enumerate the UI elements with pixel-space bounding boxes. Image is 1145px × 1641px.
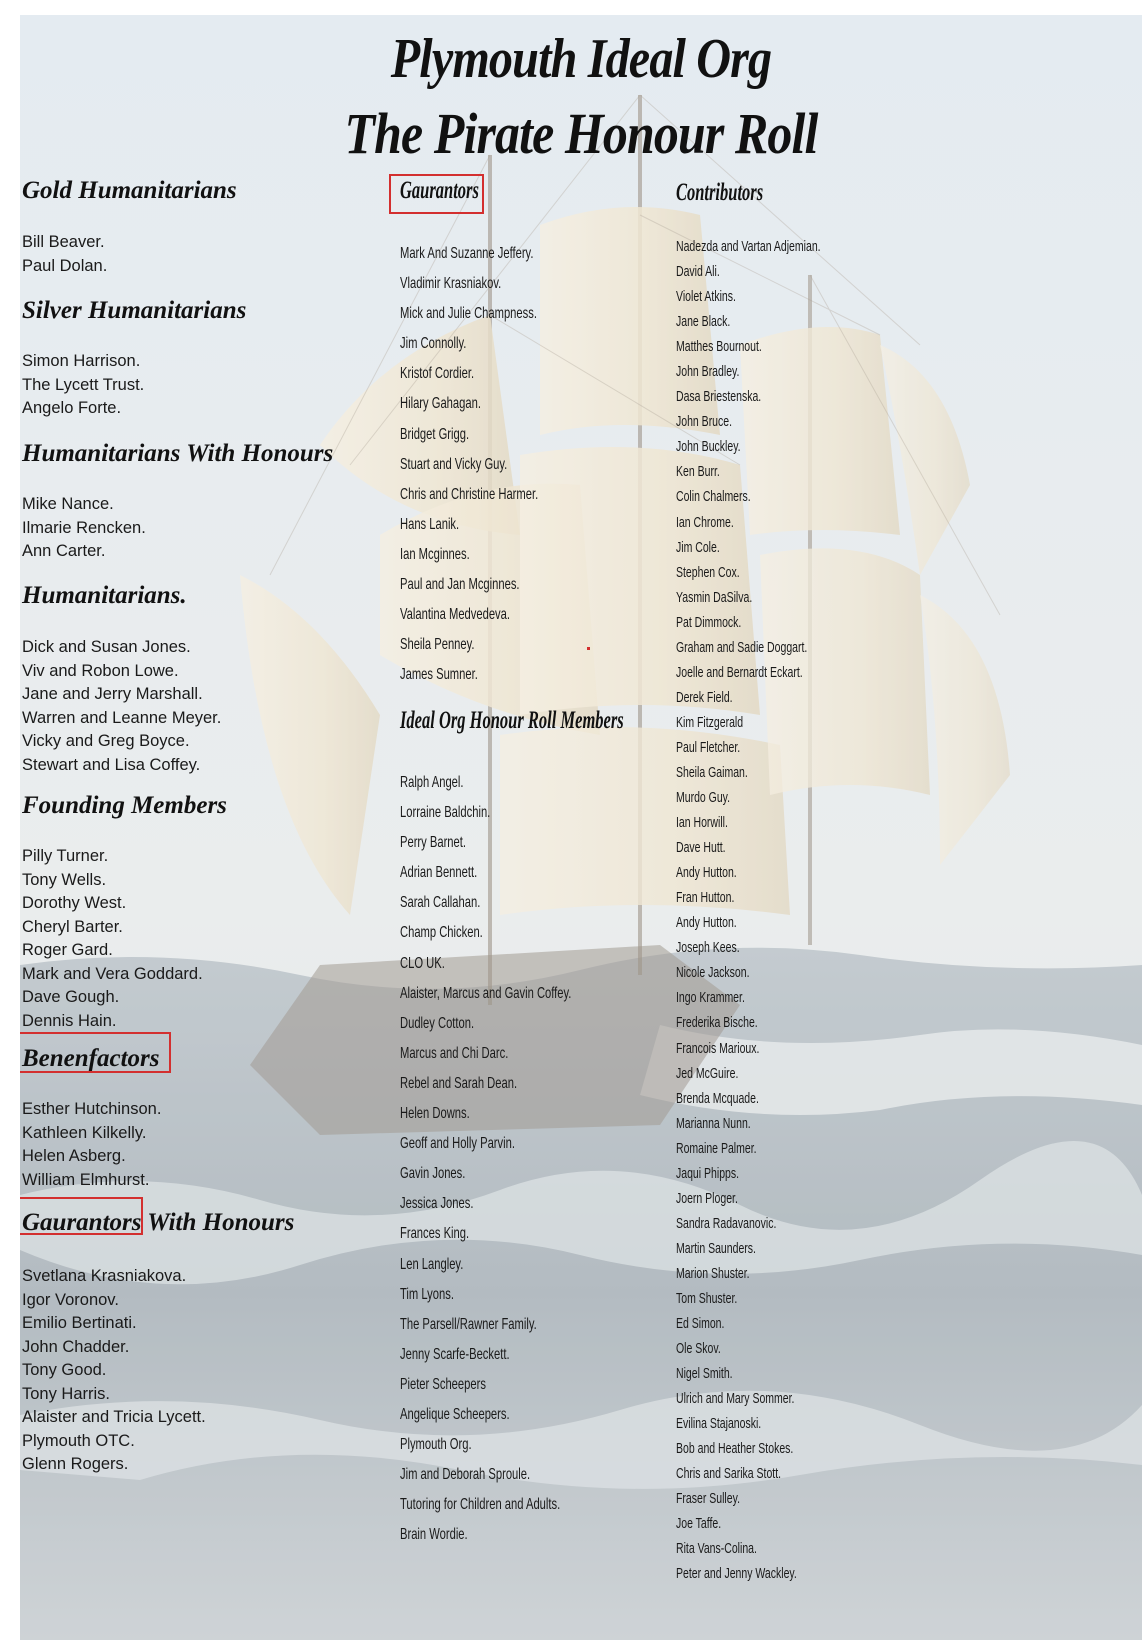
red-dot-mark xyxy=(587,647,590,650)
list-item: Fran Hutton. xyxy=(676,889,735,907)
list-item: Ralph Angel. xyxy=(400,774,464,791)
list-item: David Ali. xyxy=(676,263,720,281)
list-item: Alaister, Marcus and Gavin Coffey. xyxy=(400,984,572,1002)
benefactors-heading: Benenfactors xyxy=(22,1045,160,1072)
list-item: Hilary Gahagan. xyxy=(400,395,481,413)
list-item: James Sumner. xyxy=(400,666,478,684)
list-item: Helen Downs. xyxy=(400,1105,470,1123)
list-item: Dick and Susan Jones. xyxy=(22,638,191,656)
list-item: Dave Gough. xyxy=(22,988,120,1006)
list-item: Ole Skov. xyxy=(676,1340,721,1358)
list-item: Andy Hutton. xyxy=(676,914,737,932)
list-item: Jed McGuire. xyxy=(676,1064,739,1082)
list-item: Viv and Robon Lowe. xyxy=(22,661,179,680)
list-item: Jessica Jones. xyxy=(400,1195,474,1213)
list-item: Jim Cole. xyxy=(676,538,720,556)
list-item: Ian Chrome. xyxy=(676,513,734,531)
list-item: Frances King. xyxy=(400,1225,470,1243)
silver-humanitarians-list xyxy=(22,350,144,421)
list-item: Bob and Heather Stokes. xyxy=(676,1440,794,1458)
with-honours-word: With Honours xyxy=(141,1209,295,1236)
list-item: John Bradley. xyxy=(676,363,740,381)
list-item: Geoff and Holly Parvin. xyxy=(400,1135,515,1153)
gaurantors-word: Gaurantors xyxy=(22,1209,142,1236)
list-item: Dorothy West. xyxy=(22,894,127,912)
list-item: Plymouth OTC. xyxy=(22,1431,135,1450)
list-item: Adrian Bennett. xyxy=(400,864,478,882)
list-item: Chris and Christine Harmer. xyxy=(400,485,539,503)
list-item: Jim Connolly. xyxy=(400,335,467,353)
list-item: Dennis Hain. xyxy=(22,1011,117,1030)
list-item: Jaqui Phipps. xyxy=(676,1164,740,1182)
list-item: Stewart and Lisa Coffey. xyxy=(22,755,201,774)
list-item: Joern Ploger. xyxy=(676,1189,738,1207)
list-item: Sheila Penney. xyxy=(400,636,475,654)
list-item: Brain Wordie. xyxy=(400,1526,468,1544)
list-item: Gavin Jones. xyxy=(400,1165,466,1183)
list-item: Chris and Sarika Stott. xyxy=(676,1465,782,1483)
list-item: Tony Wells. xyxy=(22,870,107,889)
list-item: Yasmin DaSilva. xyxy=(676,588,753,606)
list-item: Sandra Radavanovic. xyxy=(676,1214,777,1232)
list-item: Dasa Briestenska. xyxy=(676,388,762,406)
list-item: Tom Shuster. xyxy=(676,1289,738,1307)
humanitarians-heading: Humanitarians. xyxy=(22,582,187,609)
list-item: Kim Fitzgerald xyxy=(676,713,744,731)
list-item: Lorraine Baldchin. xyxy=(400,804,491,822)
list-item: Ilmarie Rencken. xyxy=(22,518,146,537)
list-item: Ian Horwill. xyxy=(676,814,728,832)
list-item: Matthes Bournout. xyxy=(676,338,762,356)
honour-roll-members-list xyxy=(400,768,645,1550)
list-item: Nigel Smith. xyxy=(676,1365,733,1383)
list-item: Ian Mcginnes. xyxy=(400,545,470,563)
poster-title-line-1: Plymouth Ideal Org xyxy=(390,28,772,90)
list-item: Paul Fletcher. xyxy=(676,738,741,756)
list-item: John Bruce. xyxy=(676,413,733,431)
list-item: Paul Dolan. xyxy=(22,256,108,275)
humanitarians-with-honours-list xyxy=(22,493,146,564)
list-item: Violet Atkins. xyxy=(676,288,736,306)
list-item: Ingo Krammer. xyxy=(676,989,745,1007)
list-item: Graham and Sadie Doggart. xyxy=(676,638,808,656)
list-item: The Parsell/Rawner Family. xyxy=(400,1315,537,1333)
gold-humanitarians-heading: Gold Humanitarians xyxy=(22,177,237,204)
list-item: Kristof Cordier. xyxy=(400,365,475,383)
list-item: Martin Saunders. xyxy=(676,1239,756,1257)
list-item: Marianna Nunn. xyxy=(676,1114,751,1132)
list-item: Plymouth Org. xyxy=(400,1436,472,1454)
list-item: Evilina Stajanoski. xyxy=(676,1415,762,1433)
honour-roll-poster xyxy=(20,15,1142,1640)
founding-members-heading: Founding Members xyxy=(22,792,227,819)
gaurantors-with-honours-heading xyxy=(22,1209,294,1237)
list-item: Joe Taffe. xyxy=(676,1515,722,1533)
list-item: Nadezda and Vartan Adjemian. xyxy=(676,238,821,255)
list-item: Stephen Cox. xyxy=(676,563,740,581)
list-item: Pat Dimmock. xyxy=(676,613,742,631)
list-item: Tony Harris. xyxy=(22,1384,111,1403)
gaurantors-heading: Gaurantors xyxy=(400,177,479,204)
list-item: Marcus and Chi Darc. xyxy=(400,1044,509,1062)
list-item: Romaine Palmer. xyxy=(676,1139,757,1157)
list-item: Marion Shuster. xyxy=(676,1264,750,1282)
list-item: John Buckley. xyxy=(676,438,741,456)
list-item: Pilly Turner. xyxy=(22,847,109,865)
gaurantors-list xyxy=(400,239,597,690)
list-item: Nicole Jackson. xyxy=(676,964,750,982)
list-item: Esther Hutchinson. xyxy=(22,1100,162,1118)
list-item: Derek Field. xyxy=(676,688,733,706)
founding-members-list xyxy=(22,845,203,1033)
list-item: Roger Gard. xyxy=(22,941,113,959)
contributors-heading: Contributors xyxy=(676,179,764,206)
list-item: Mike Nance. xyxy=(22,495,114,513)
list-item: Champ Chicken. xyxy=(400,924,483,942)
list-item: Hans Lanik. xyxy=(400,515,460,533)
list-item: Colin Chalmers. xyxy=(676,488,751,506)
silver-humanitarians-heading: Silver Humanitarians xyxy=(22,297,247,324)
list-item: CLO UK. xyxy=(400,954,445,972)
list-item: Igor Voronov. xyxy=(22,1290,119,1309)
list-item: Ulrich and Mary Sommer. xyxy=(676,1390,795,1408)
list-item: Pieter Scheepers xyxy=(400,1375,486,1393)
list-item: Svetlana Krasniakova. xyxy=(22,1267,187,1285)
list-item: Sheila Gaiman. xyxy=(676,763,748,781)
list-item: Warren and Leanne Meyer. xyxy=(22,708,222,727)
list-item: Ed Simon. xyxy=(676,1315,725,1333)
list-item: Bill Beaver. xyxy=(22,233,105,251)
benefactors-list xyxy=(22,1098,161,1192)
list-item: Len Langley. xyxy=(400,1255,464,1273)
list-item: Jane and Jerry Marshall. xyxy=(22,685,203,703)
list-item: Brenda Mcquade. xyxy=(676,1089,759,1107)
list-item: Peter and Jenny Wackley. xyxy=(676,1565,797,1583)
list-item: Jim and Deborah Sproule. xyxy=(400,1466,531,1484)
list-item: John Chadder. xyxy=(22,1337,130,1356)
list-item: Joseph Kees. xyxy=(676,939,740,957)
list-item: Rita Vans-Colina. xyxy=(676,1540,757,1558)
list-item: Francois Marioux. xyxy=(676,1039,760,1057)
list-item: Mick and Julie Champness. xyxy=(400,305,537,323)
gold-humanitarians-list xyxy=(22,231,107,278)
list-item: The Lycett Trust. xyxy=(22,375,145,394)
list-item: Sarah Callahan. xyxy=(400,894,481,912)
list-item: Murdo Guy. xyxy=(676,789,731,807)
list-item: Joelle and Bernardt Eckart. xyxy=(676,663,803,681)
list-item: Vladimir Krasniakov. xyxy=(400,275,502,293)
list-item: Mark and Vera Goddard. xyxy=(22,964,203,983)
list-item: Simon Harrison. xyxy=(22,352,141,370)
list-item: Angelique Scheepers. xyxy=(400,1405,510,1423)
list-item: Fraser Sulley. xyxy=(676,1490,740,1508)
list-item: William Elmhurst. xyxy=(22,1170,150,1189)
list-item: Mark And Suzanne Jeffery. xyxy=(400,245,534,262)
list-item: Ken Burr. xyxy=(676,463,720,481)
list-item: Emilio Bertinati. xyxy=(22,1314,137,1332)
list-item: Angelo Forte. xyxy=(22,399,122,417)
list-item: Rebel and Sarah Dean. xyxy=(400,1074,518,1092)
list-item: Tutoring for Children and Adults. xyxy=(400,1496,561,1514)
list-item: Paul and Jan Mcginnes. xyxy=(400,576,520,594)
poster-title-line-2: The Pirate Honour Roll xyxy=(344,101,818,166)
humanitarians-list xyxy=(22,636,221,777)
list-item: Vicky and Greg Boyce. xyxy=(22,732,190,750)
list-item: Perry Barnet. xyxy=(400,834,466,852)
contributors-list xyxy=(676,234,883,1587)
list-item: Bridget Grigg. xyxy=(400,425,470,443)
humanitarians-with-honours-heading: Humanitarians With Honours xyxy=(22,440,334,467)
list-item: Jenny Scarfe-Beckett. xyxy=(400,1345,510,1363)
list-item: Frederika Bische. xyxy=(676,1014,758,1032)
honour-roll-content xyxy=(20,15,1142,1640)
list-item: Jane Black. xyxy=(676,313,731,331)
list-item: Andy Hutton. xyxy=(676,864,737,882)
list-item: Tony Good. xyxy=(22,1361,107,1379)
list-item: Dave Hutt. xyxy=(676,839,726,857)
list-item: Glenn Rogers. xyxy=(22,1455,129,1473)
list-item: Dudley Cotton. xyxy=(400,1014,475,1032)
list-item: Cheryl Barter. xyxy=(22,917,123,936)
list-item: Ann Carter. xyxy=(22,542,106,560)
list-item: Tim Lyons. xyxy=(400,1285,454,1303)
honour-roll-members-heading: Ideal Org Honour Roll Members xyxy=(400,707,624,734)
list-item: Stuart and Vicky Guy. xyxy=(400,455,508,473)
gaurantors-with-honours-list xyxy=(22,1265,206,1477)
list-item: Kathleen Kilkelly. xyxy=(22,1123,147,1142)
list-item: Helen Asberg. xyxy=(22,1147,126,1165)
list-item: Valantina Medvedeva. xyxy=(400,606,510,624)
list-item: Alaister and Tricia Lycett. xyxy=(22,1408,206,1426)
